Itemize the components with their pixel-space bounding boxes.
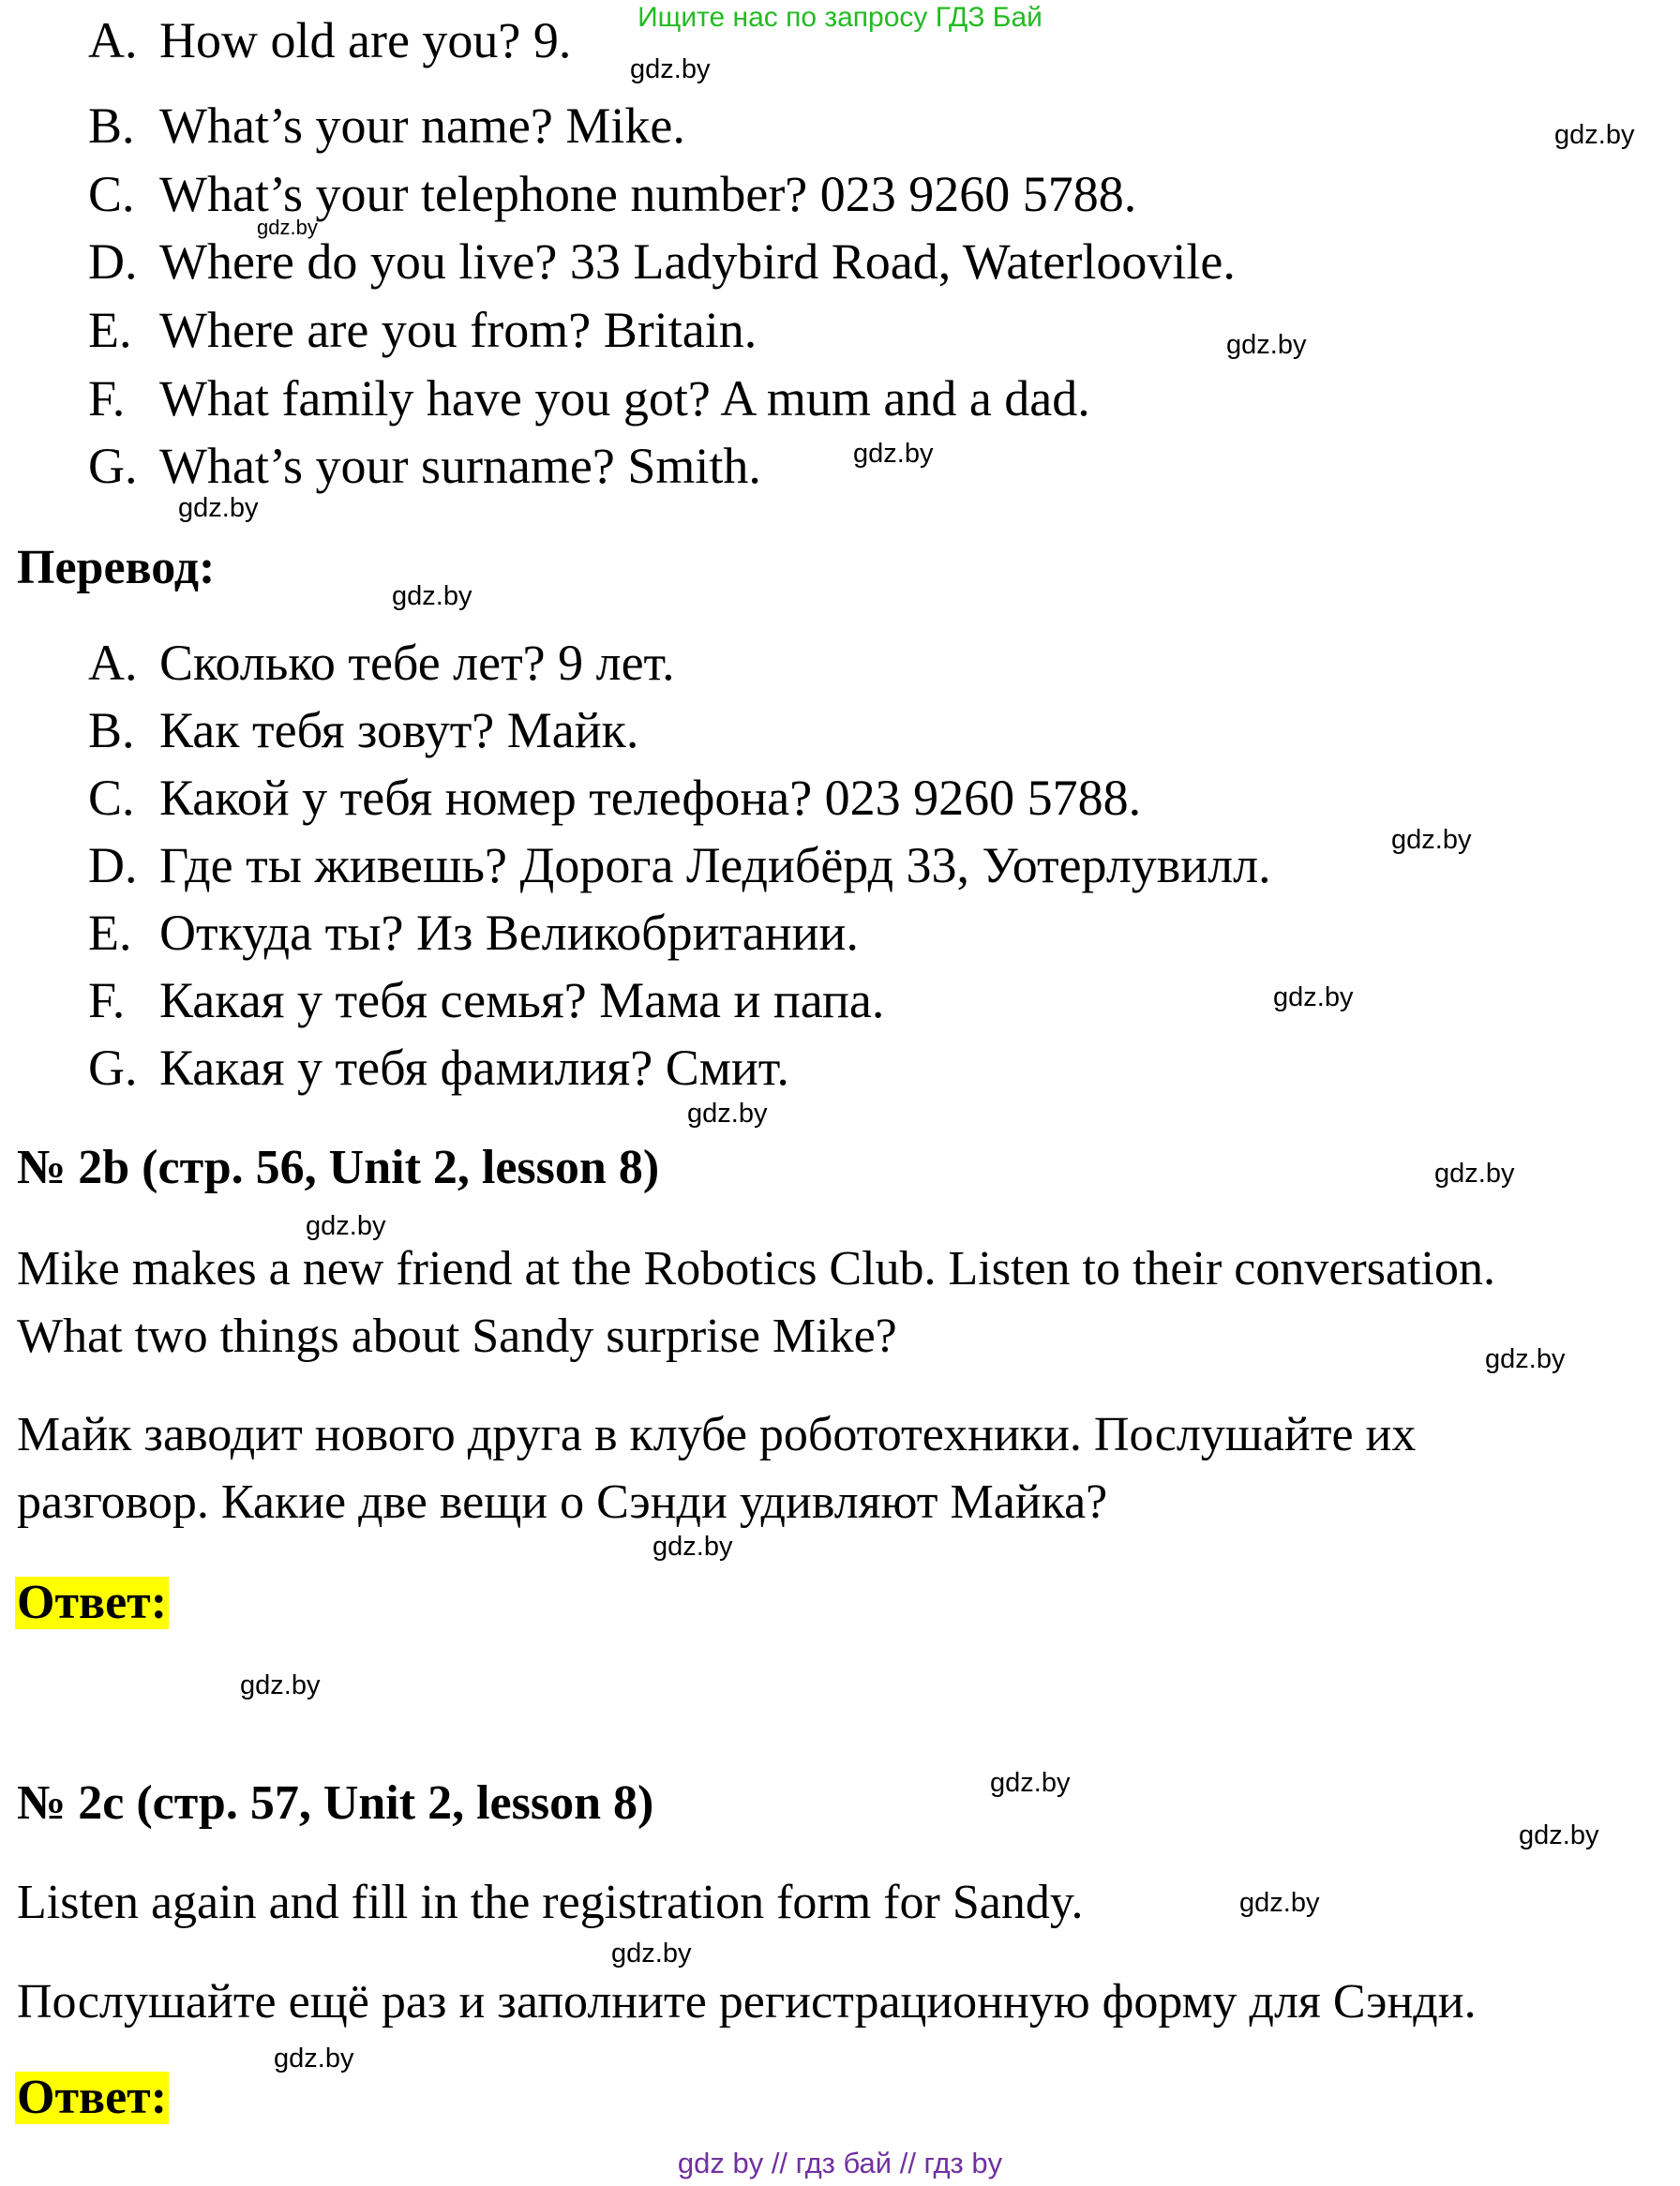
answer-text: What’s your telephone number? 023 9260 5788.: [159, 166, 1137, 222]
answer-text: What family have you got? A mum and a dad.: [159, 370, 1090, 427]
english-answer-d: [88, 233, 1236, 290]
watermark: gdz.by: [392, 581, 472, 611]
answer-text: Какая у тебя семья? Мама и папа.: [159, 972, 885, 1028]
watermark: gdz.by: [1434, 1159, 1515, 1189]
task-2b-answer-label: Ответ:: [17, 1576, 168, 1629]
watermark: gdz.by: [274, 2044, 354, 2074]
english-answer-a: [88, 12, 572, 68]
russian-answer-f: [88, 972, 885, 1028]
watermark: gdz.by: [1226, 330, 1307, 360]
russian-answer-a: [88, 635, 675, 691]
english-answer-b: [88, 97, 685, 154]
russian-answer-d: [88, 837, 1271, 893]
task-2c-heading: № 2c (стр. 57, Unit 2, lesson 8): [17, 1776, 654, 1830]
answer-letter: B.: [88, 702, 135, 758]
answer-text: What’s your name? Mike.: [159, 97, 685, 154]
answer-text: How old are you? 9.: [159, 12, 572, 68]
english-answer-e: [88, 302, 758, 358]
answer-text: Сколько тебе лет? 9 лет.: [159, 635, 675, 691]
answer-letter: C.: [88, 166, 135, 222]
footer-links: gdz by // гдз бай // гдз by: [677, 2147, 1003, 2179]
answer-text: Where are you from? Britain.: [159, 302, 758, 358]
answer-letter: D.: [88, 233, 138, 290]
answer-letter: E.: [88, 905, 132, 961]
answer-letter: B.: [88, 97, 135, 154]
answer-text: Где ты живешь? Дорога Ледибёрд 33, Уотерлувилл.: [159, 837, 1271, 893]
answer-text: Какой у тебя номер телефона? 023 9260 5788.: [159, 770, 1142, 826]
english-answer-g: [88, 438, 761, 494]
russian-answer-g: [88, 1040, 789, 1096]
answer-letter: F.: [88, 370, 126, 427]
russian-answer-b: [88, 702, 639, 758]
watermark: gdz.by: [306, 1211, 386, 1241]
answer-text: Откуда ты? Из Великобритании.: [159, 905, 859, 961]
watermark: gdz.by: [1519, 1820, 1599, 1850]
answer-text: What’s your surname? Smith.: [159, 438, 761, 494]
watermark: gdz.by: [1391, 825, 1472, 855]
english-answer-c: [88, 166, 1137, 222]
answer-letter: C.: [88, 770, 135, 826]
answer-letter: F.: [88, 972, 126, 1028]
top-banner: Ищите нас по запросу ГДЗ Бай: [638, 2, 1042, 33]
watermark: gdz.by: [1273, 982, 1354, 1012]
task-2b-russian-line-1: Майк заводит нового друга в клубе робототехники. Послушайте их: [17, 1408, 1417, 1461]
english-answer-f: [88, 370, 1090, 427]
answer-text: Where do you live? 33 Ladybird Road, Waterloovile.: [159, 233, 1236, 290]
answer-letter: A.: [88, 12, 138, 68]
watermark: gdz.by: [990, 1768, 1071, 1798]
task-2b-heading: № 2b (стр. 56, Unit 2, lesson 8): [17, 1141, 660, 1194]
answer-letter: A.: [88, 635, 138, 691]
task-2c-english-line: Listen again and fill in the registration form for Sandy.: [17, 1876, 1084, 1929]
watermark: gdz.by: [257, 216, 318, 239]
task-2c-russian-line: Послушайте ещё раз и заполните регистрационную форму для Сэнди.: [17, 1975, 1477, 2029]
answer-text: Как тебя зовут? Майк.: [159, 702, 639, 758]
task-2b-english-line-1: Mike makes a new friend at the Robotics Club. Listen to their conversation.: [17, 1242, 1495, 1295]
answer-letter: G.: [88, 1040, 138, 1096]
watermark: gdz.by: [1554, 120, 1635, 150]
translation-heading: Перевод:: [17, 541, 216, 594]
watermark: gdz.by: [611, 1939, 692, 1969]
task-2c-answer-label: Ответ:: [17, 2071, 168, 2124]
answer-text: Какая у тебя фамилия? Смит.: [159, 1040, 789, 1096]
watermark: gdz.by: [178, 493, 259, 523]
watermark: gdz.by: [630, 54, 711, 84]
task-2b-russian-line-2: разговор. Какие две вещи о Сэнди удивляют Майка?: [17, 1475, 1108, 1529]
watermark: gdz.by: [687, 1099, 768, 1129]
russian-answer-e: [88, 905, 859, 961]
answer-letter: D.: [88, 837, 138, 893]
task-2b-english-line-2: What two things about Sandy surprise Mike?: [17, 1310, 897, 1363]
watermark: gdz.by: [240, 1670, 321, 1700]
watermark: gdz.by: [853, 439, 934, 469]
answer-letter: E.: [88, 302, 132, 358]
watermark: gdz.by: [1485, 1344, 1566, 1374]
watermark: gdz.by: [652, 1532, 733, 1562]
russian-answer-c: [88, 770, 1142, 826]
watermark: gdz.by: [1239, 1888, 1320, 1918]
answer-letter: G.: [88, 438, 138, 494]
